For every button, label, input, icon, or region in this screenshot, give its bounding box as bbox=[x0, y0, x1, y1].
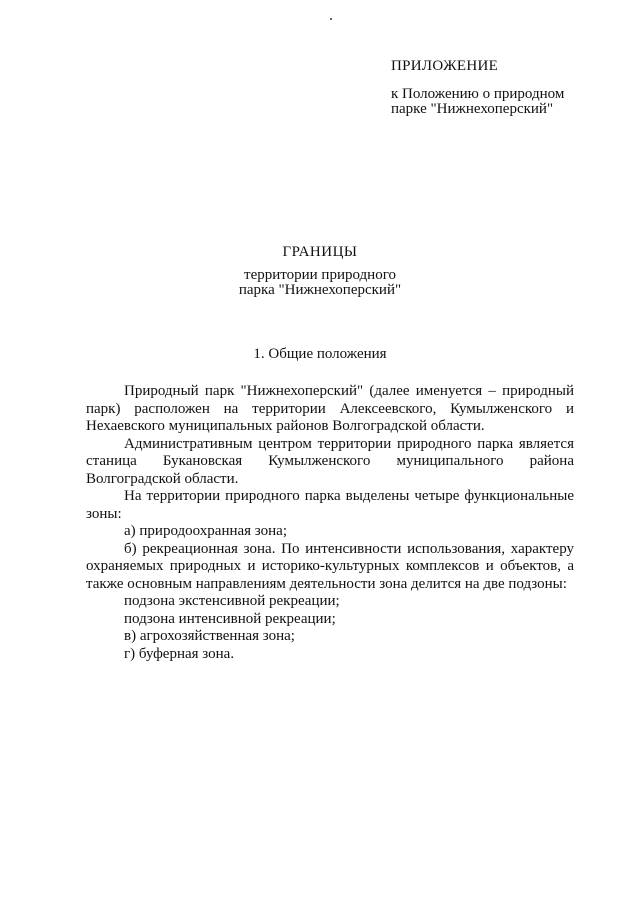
list-item-v: в) агрохозяйственная зона; bbox=[124, 628, 295, 644]
document-title: ГРАНИЦЫ bbox=[282, 244, 358, 260]
paragraph-zones-intro: На территории природного парка выделены четыре функциональные зоны: bbox=[86, 488, 574, 522]
subtitle-line-1: территории природного bbox=[244, 267, 396, 283]
subzone-intensive: подзона интенсивной рекреации; bbox=[124, 610, 336, 627]
appendix-heading: ПРИЛОЖЕНИЕ bbox=[391, 58, 499, 74]
document-body bbox=[86, 383, 574, 663]
paragraph-admin-center: Административным центром территории природного парка является станица Букановская Кумылженского муниципального района Волгоградской области. bbox=[86, 435, 574, 487]
document-subtitle bbox=[170, 268, 470, 298]
list-item-a: а) природоохранная зона; bbox=[124, 523, 287, 539]
paragraph-location: Природный парк "Нижнехоперский" (далее именуется – природный парк) расположен на территории Алексеевского, Кумылженского и Нехаевского муниципальных районов Волгоградской области. bbox=[86, 383, 574, 434]
appendix-line-2: парке "Нижнехоперский" bbox=[391, 101, 554, 117]
section-heading: 1. Общие положения bbox=[253, 346, 387, 362]
scan-mark bbox=[330, 18, 332, 20]
appendix-block bbox=[391, 59, 621, 117]
subzone-extensive: подзона экстенсивной рекреации; bbox=[124, 593, 340, 609]
list-item-g: г) буферная зона. bbox=[124, 645, 235, 662]
subtitle-line-2: парка "Нижнехоперский" bbox=[238, 282, 402, 298]
appendix-line-1: к Положению о природном bbox=[391, 86, 565, 102]
list-item-b: б) рекреационная зона. По интенсивности использования, характеру охраняемых природных и историко-культурных комплексов и объектов, а также основным направлениям деятельности зона делится на две подзоны: bbox=[86, 540, 574, 592]
